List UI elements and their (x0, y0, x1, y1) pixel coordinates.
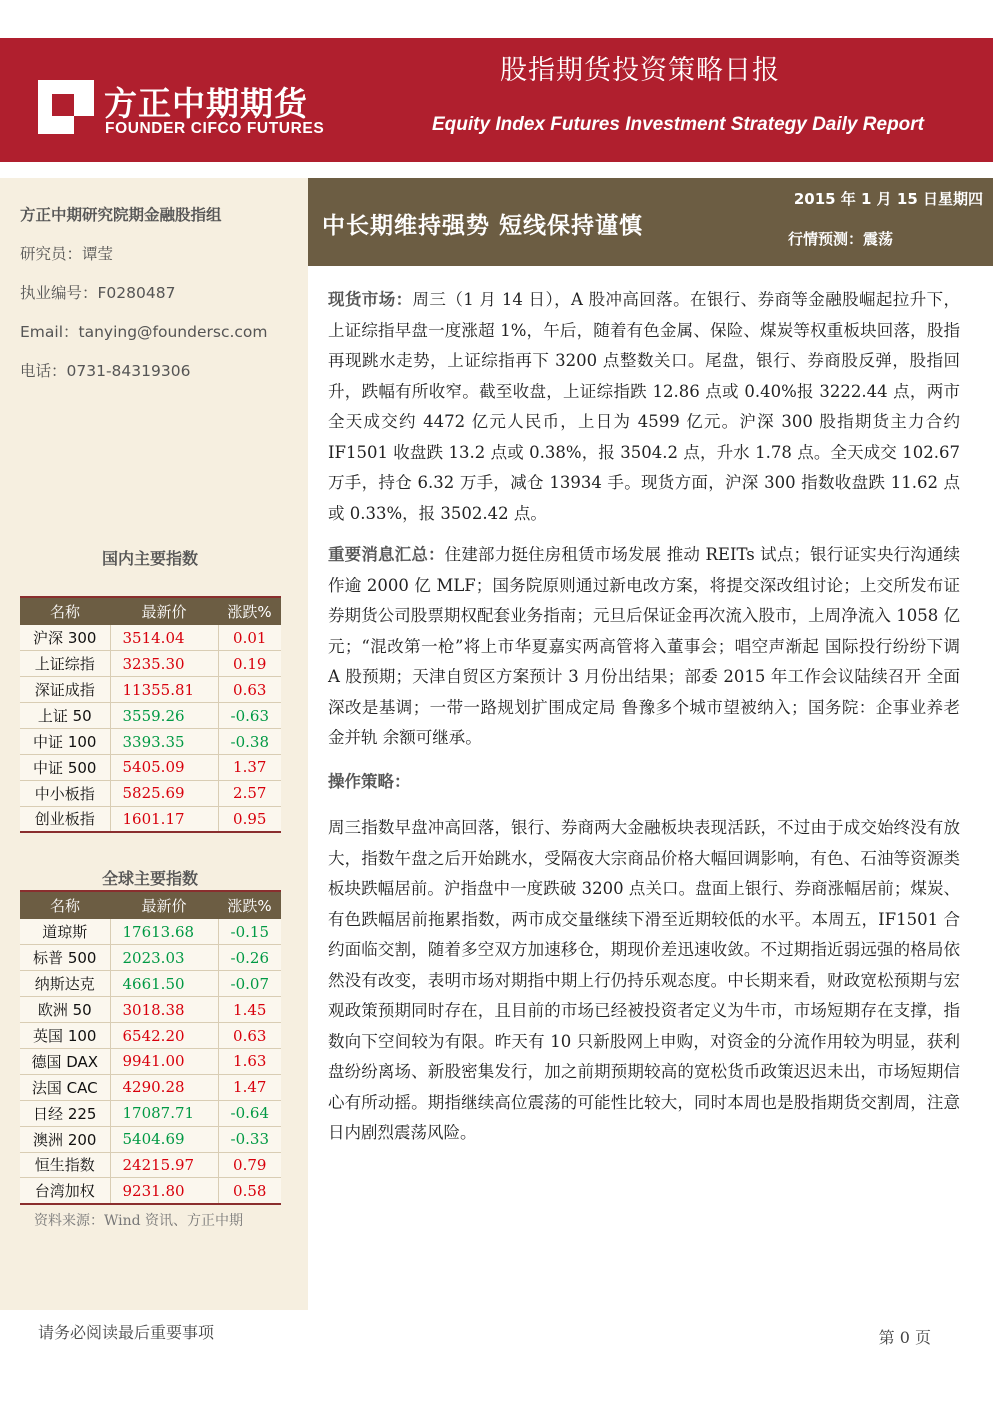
index-name-cell: 创业板指 (20, 806, 110, 832)
index-change-cell: -0.63 (218, 703, 281, 729)
index-price-cell: 5825.69 (110, 780, 218, 806)
analyst-researcher: 研究员：谭莹 (20, 245, 114, 263)
report-title-cn: 股指期货投资策略日报 (500, 55, 780, 86)
global-index-table (20, 890, 281, 1205)
index-price-cell: 5404.69 (110, 1126, 218, 1152)
index-change-cell: 1.47 (218, 1074, 281, 1100)
table-row (20, 806, 281, 832)
table-row (20, 677, 281, 703)
global-index-title: 全球主要指数 (102, 869, 199, 888)
table-row (20, 1023, 281, 1049)
index-price-cell: 9231.80 (110, 1178, 218, 1204)
table-row (20, 1100, 281, 1126)
analyst-phone: 电话：0731-84319306 (20, 362, 191, 380)
index-name-cell: 欧洲 50 (20, 997, 110, 1023)
table-row (20, 919, 281, 945)
index-change-cell: 0.01 (218, 625, 281, 651)
spot-market-paragraph (328, 285, 960, 529)
col-price-header: 最新价 (110, 891, 218, 919)
strategy-paragraph: 周三指数早盘冲高回落，银行、券商两大金融板块表现活跃，不过由于成交始终没有放大，指数午盘之后开始跳水，受隔夜大宗商品价格大幅回调影响，有色、石油等资源类板块跌幅居前。沪指盘中一度跌破 3200 点关口。盘面上银行、券商涨幅居前；煤炭、有色跌幅居前拖累指数，两市成交量继续下滑至近期较低的水平。本周五，IF1501 合约面临交割，随着多空双方加速移仓，期现价差迅速收敛。不过期指近弱远强的格局依然没有改变，表明市场对期指中期上行仍持乐观态度。中长期来看，财政宽松预期与宏观政策预期同时存在，且目前的市场已经被投资者定义为牛市，市场短期存在支撑，指数向下空间较为有限。昨天有 10 只新股网上申购，对资金的分流作用较为明显，获利盘纷纷离场、新股密集发行，加之前期预期较高的宽松货币政策迟迟未出，市场短期信心有所动摇。期指继续高位震荡的可能性比较大，同时本周也是股指期货交割周，注意日内剧烈震荡风险。 (328, 818, 960, 1142)
header-top-strip (0, 0, 993, 38)
strategy-label: 操作策略： (328, 772, 411, 791)
index-name-cell: 中证 100 (20, 729, 110, 755)
news-paragraph (328, 540, 960, 754)
index-name-cell: 台湾加权 (20, 1178, 110, 1204)
table-row (20, 971, 281, 997)
index-name-cell: 中证 500 (20, 754, 110, 780)
index-price-cell: 2023.03 (110, 945, 218, 971)
index-price-cell: 1601.17 (110, 806, 218, 832)
brand-name-en: FOUNDER CIFCO FUTURES (105, 120, 325, 137)
index-name-cell: 上证 50 (20, 703, 110, 729)
index-price-cell: 3559.26 (110, 703, 218, 729)
index-change-cell: 0.19 (218, 651, 281, 677)
index-change-cell: 1.63 (218, 1048, 281, 1074)
table-row (20, 1152, 281, 1178)
index-change-cell: 0.79 (218, 1152, 281, 1178)
table-row (20, 945, 281, 971)
col-name-header: 名称 (20, 891, 110, 919)
data-source: 资料来源：Wind 资讯、方正中期 (34, 1213, 244, 1229)
page-number: 第 0 页 (878, 1328, 931, 1347)
index-change-cell: -0.15 (218, 919, 281, 945)
index-name-cell: 德国 DAX (20, 1048, 110, 1074)
index-change-cell: 1.45 (218, 997, 281, 1023)
index-name-cell: 中小板指 (20, 780, 110, 806)
index-change-cell: 0.63 (218, 677, 281, 703)
table-row (20, 703, 281, 729)
index-change-cell: 0.95 (218, 806, 281, 832)
market-forecast: 行情预测：震荡 (788, 230, 894, 248)
news-label: 重要消息汇总： (328, 545, 445, 564)
spot-market-text: 周三（1 月 14 日），A 股冲高回落。在银行、券商等金融股崛起拉升下，上证综指早盘一度涨超 1%，午后，随着有色金属、保险、煤炭等权重板块回落，股指再现跳水走势，上证综指再下 3200 点整数关口。尾盘，银行、券商股反弹，股指回升，跌幅有所收窄。截至收盘，上证综指跌 12.86 点或 0.40%报 3222.44 点，两市全天成交约 4472 亿元人民币，上日为 4599 亿元。沪深 300 股指期货主力合约 IF1501 收盘跌 13.2 点或 0.38%，报 3504.2 点，升水 1.78 点。全天成交 102.67 万手，持仓 6.32 万手，减仓 13934 手。现货方面，沪深 300 指数收盘跌 11.62 点或 0.33%，报 3502.42 点。 (328, 290, 961, 523)
index-change-cell: 0.63 (218, 1023, 281, 1049)
table-row (20, 729, 281, 755)
index-price-cell: 5405.09 (110, 754, 218, 780)
index-price-cell: 3235.30 (110, 651, 218, 677)
index-change-cell: 1.37 (218, 754, 281, 780)
index-price-cell: 4290.28 (110, 1074, 218, 1100)
founder-logo-icon (38, 80, 94, 134)
table-row (20, 625, 281, 651)
analyst-license: 执业编号：F0280487 (20, 284, 176, 302)
index-change-cell: -0.33 (218, 1126, 281, 1152)
index-change-cell: -0.38 (218, 729, 281, 755)
index-name-cell: 澳洲 200 (20, 1126, 110, 1152)
index-price-cell: 4661.50 (110, 971, 218, 997)
table-row (20, 1074, 281, 1100)
index-price-cell: 3018.38 (110, 997, 218, 1023)
report-title-en: Equity Index Futures Investment Strategy Daily Report (432, 114, 924, 135)
index-name-cell: 标普 500 (20, 945, 110, 971)
brand-name-cn: 方正中期期货 (104, 84, 308, 123)
table-row (20, 1048, 281, 1074)
table-row (20, 780, 281, 806)
table-row (20, 997, 281, 1023)
index-name-cell: 日经 225 (20, 1100, 110, 1126)
spot-market-label: 现货市场： (328, 290, 413, 309)
table-row (20, 1178, 281, 1204)
index-price-cell: 3393.35 (110, 729, 218, 755)
index-change-cell: 0.58 (218, 1178, 281, 1204)
table-row (20, 651, 281, 677)
index-price-cell: 9941.00 (110, 1048, 218, 1074)
analyst-info (20, 196, 268, 391)
table-row (20, 1126, 281, 1152)
col-name-header: 名称 (20, 597, 110, 625)
report-date: 2015 年 1 月 15 日星期四 (793, 190, 983, 208)
index-name-cell: 法国 CAC (20, 1074, 110, 1100)
table-row (20, 754, 281, 780)
index-change-cell: -0.64 (218, 1100, 281, 1126)
domestic-index-table (20, 596, 281, 833)
index-name-cell: 道琼斯 (20, 919, 110, 945)
col-change-header: 涨跌% (218, 891, 281, 919)
index-price-cell: 24215.97 (110, 1152, 218, 1178)
analyst-org: 方正中期研究院期金融股指组 (20, 206, 222, 224)
index-name-cell: 纳斯达克 (20, 971, 110, 997)
index-change-cell: -0.07 (218, 971, 281, 997)
index-price-cell: 11355.81 (110, 677, 218, 703)
footer-disclaimer: 请务必阅读最后重要事项 (38, 1323, 215, 1342)
index-name-cell: 恒生指数 (20, 1152, 110, 1178)
index-price-cell: 17613.68 (110, 919, 218, 945)
index-price-cell: 17087.71 (110, 1100, 218, 1126)
headline-title: 中长期维持强势 短线保持谨慎 (322, 213, 644, 239)
index-name-cell: 上证综指 (20, 651, 110, 677)
domestic-index-title: 国内主要指数 (102, 549, 199, 568)
col-price-header: 最新价 (110, 597, 218, 625)
news-text: 住建部力挺住房租赁市场发展 推动 REITs 试点；银行证实央行沟通续作逾 2000 亿 MLF；国务院原则通过新电改方案，将提交深改组讨论；上交所发布证券期货公司股票期权配套业务指南；元旦后保证金再次流入股市，上周净流入 1058 亿元；“混改第一枪”将上市华夏嘉实两高管将入董事会；唱空声渐起 国际投行纷纷下调 A 股预期；天津自贸区方案预计 3 月份出结果；部委 2015 年工作会议陆续召开 全面深改是基调；一带一路规划扩围成定局 鲁豫多个城市望被纳入；国务院：企事业养老金并轨 余额可继承。 (328, 545, 960, 747)
col-change-header: 涨跌% (218, 597, 281, 625)
index-name-cell: 深证成指 (20, 677, 110, 703)
index-change-cell: -0.26 (218, 945, 281, 971)
index-price-cell: 6542.20 (110, 1023, 218, 1049)
index-name-cell: 英国 100 (20, 1023, 110, 1049)
index-change-cell: 2.57 (218, 780, 281, 806)
strategy-heading (328, 767, 960, 798)
index-price-cell: 3514.04 (110, 625, 218, 651)
analyst-email: Email：tanying@foundersc.com (20, 323, 268, 341)
index-name-cell: 沪深 300 (20, 625, 110, 651)
